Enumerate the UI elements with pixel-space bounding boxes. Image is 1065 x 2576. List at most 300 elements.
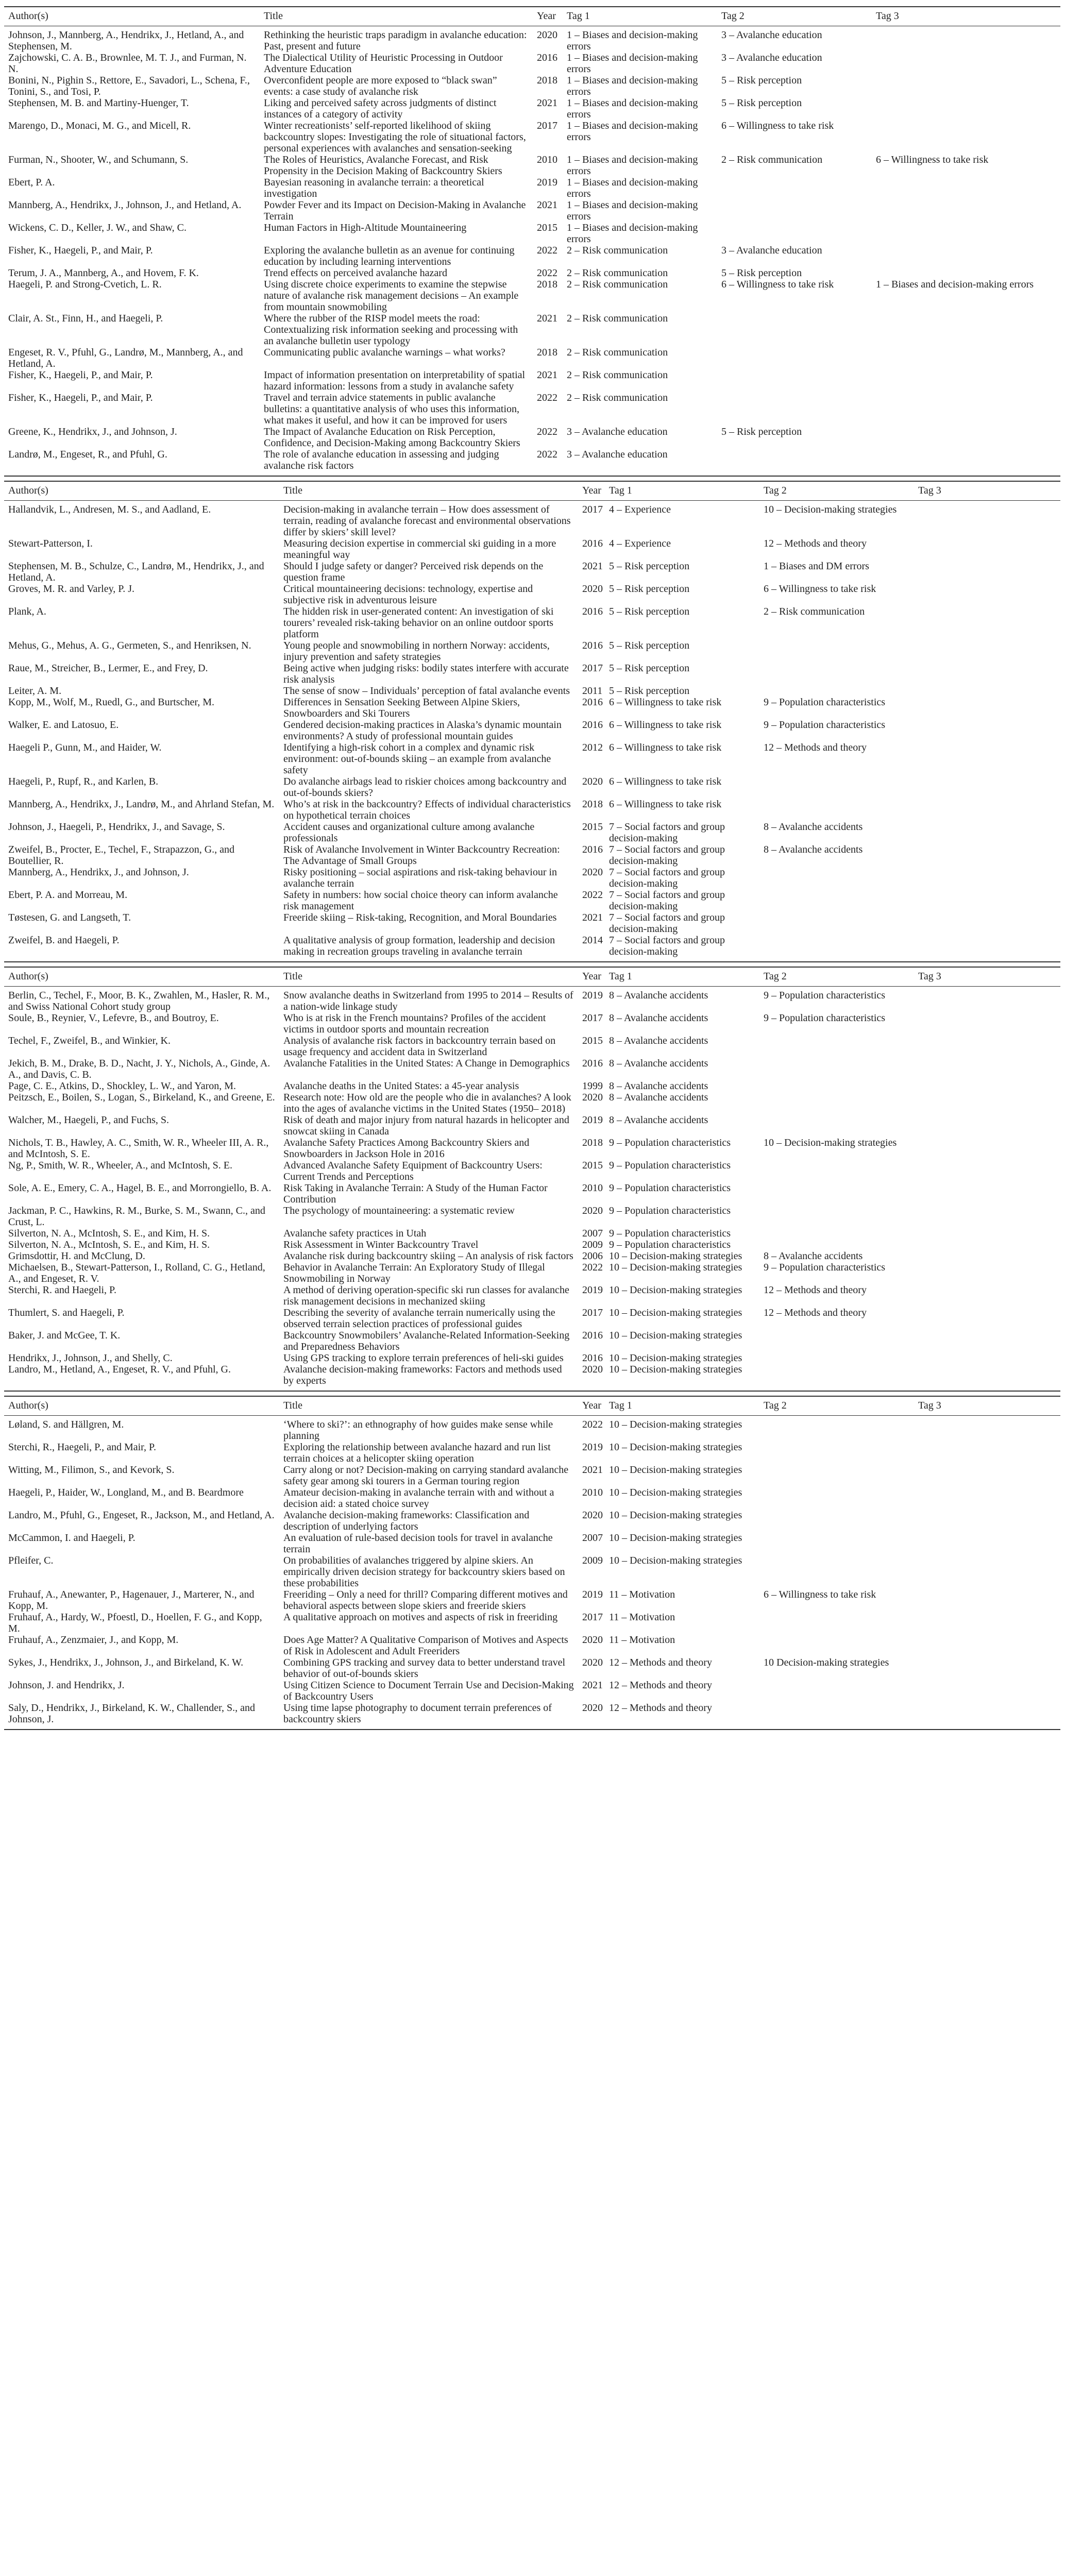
title-cell: Avalanche decision-making frameworks: Classification and description of underlying factors — [283, 1510, 530, 1532]
author-cell: Raue, M., Streicher, B., Lermer, E., and Frey, D. — [8, 663, 208, 674]
author-cell: Mannberg, A., Hendrikx, J., and Johnson, J. — [8, 867, 189, 878]
tag2-cell: 9 – Population characteristics — [764, 1012, 886, 1024]
title-cell: Risk Taking in Avalanche Terrain: A Study of the Human Factor Contribution — [283, 1182, 548, 1205]
author-cell: Fisher, K., Haegeli, P., and Mair, P. — [8, 245, 153, 256]
tag1-cell: 12 – Methods and theory — [609, 1680, 712, 1691]
tag3-cell — [872, 245, 1060, 267]
tag1-cell: 1 – Biases and decision-making errors — [567, 120, 698, 143]
tag1-cell: 8 – Avalanche accidents — [609, 990, 708, 1001]
table-row — [4, 1612, 1060, 1634]
table-body — [4, 26, 1060, 477]
tag2-cell: 9 – Population characteristics — [764, 1262, 886, 1273]
table-row — [4, 1634, 1060, 1657]
tag3-cell — [914, 1307, 1060, 1330]
year-cell: 2022 — [582, 1419, 603, 1430]
year-cell: 2010 — [537, 154, 557, 165]
tag2-cell: 1 – Biases and DM errors — [764, 561, 869, 572]
tag2-cell — [759, 1555, 914, 1589]
literature-table — [4, 6, 1060, 477]
author-cell: Stephensen, M. B., Schulze, C., Landrø, M., Hendrikx, J., and Hetland, A. — [8, 561, 264, 583]
tag1-cell: 7 – Social factors and group decision-making — [609, 935, 725, 957]
tag2-cell — [759, 1160, 914, 1182]
tag3-cell — [914, 935, 1060, 962]
tag3-cell — [914, 1442, 1060, 1464]
table-row — [4, 1680, 1060, 1702]
author-cell: Wickens, C. D., Keller, J. W., and Shaw, C. — [8, 222, 187, 233]
table-part-4 — [4, 1396, 1060, 1730]
header-author: Author(s) — [4, 481, 279, 501]
tag2-cell: 10 – Decision-making strategies — [764, 1137, 897, 1148]
tag2-cell: 6 – Willingness to take risk — [721, 279, 834, 290]
tag2-cell — [759, 867, 914, 889]
tag3-cell — [914, 1352, 1060, 1364]
title-cell: Critical mountaineering decisions: technology, expertise and subjective risk in adventurous leisure — [283, 583, 533, 606]
table-row — [4, 1228, 1060, 1239]
author-cell: Mannberg, A., Hendrikx, J., Landrø, M., and Ahrland Stefan, M. — [8, 799, 275, 810]
tag3-cell — [914, 1416, 1060, 1442]
header-tag3: Tag 3 — [914, 1396, 1060, 1416]
tag2-cell — [759, 1634, 914, 1657]
table-row — [4, 561, 1060, 583]
table-row — [4, 1012, 1060, 1035]
title-cell: Human Factors in High-Altitude Mountaineering — [264, 222, 467, 233]
table-row — [4, 369, 1060, 392]
tag2-cell — [717, 392, 872, 426]
tag2-cell: 2 – Risk communication — [764, 606, 865, 617]
author-cell: Fruhauf, A., Hardy, W., Pfoestl, D., Hoellen, F. G., and Kopp, M. — [8, 1612, 262, 1634]
table-row — [4, 1080, 1060, 1092]
title-cell: ‘Where to ski?’: an ethnography of how guides make sense while planning — [283, 1419, 553, 1442]
header-author: Author(s) — [4, 967, 279, 987]
year-cell: 2019 — [582, 1284, 603, 1296]
tag2-cell: 6 – Willingness to take risk — [764, 1589, 876, 1600]
tag3-cell — [872, 199, 1060, 222]
table-row — [4, 1352, 1060, 1364]
tag2-cell: 12 – Methods and theory — [764, 1284, 867, 1296]
tag3-cell — [872, 347, 1060, 369]
tag1-cell: 11 – Motivation — [609, 1634, 675, 1646]
table-row — [4, 1510, 1060, 1532]
author-cell: Stewart-Patterson, I. — [8, 538, 93, 549]
year-cell: 2015 — [582, 1035, 603, 1046]
table-row — [4, 154, 1060, 177]
tag1-cell: 5 – Risk perception — [609, 606, 690, 617]
table-row — [4, 267, 1060, 279]
title-cell: Using Citizen Science to Document Terrain Use and Decision-Making of Backcountry Users — [283, 1680, 574, 1702]
tag2-cell — [759, 889, 914, 912]
year-cell: 2015 — [582, 1160, 603, 1171]
tag2-cell — [759, 1182, 914, 1205]
year-cell: 2022 — [537, 392, 557, 403]
author-cell: Zweifel, B. and Haegeli, P. — [8, 935, 120, 946]
table-row — [4, 279, 1060, 313]
tag2-cell — [759, 640, 914, 663]
tag2-cell: 5 – Risk perception — [721, 75, 802, 86]
author-cell: Ng, P., Smith, W. R., Wheeler, A., and McIntosh, S. E. — [8, 1160, 232, 1171]
title-cell: Rethinking the heuristic traps paradigm in avalanche education: Past, present and future — [264, 29, 527, 52]
year-cell: 2017 — [582, 504, 603, 515]
tag1-cell: 6 – Willingness to take risk — [609, 742, 722, 753]
tag1-cell: 1 – Biases and decision-making errors — [567, 97, 698, 120]
author-cell: Thumlert, S. and Haegeli, P. — [8, 1307, 125, 1318]
author-cell: Michaelsen, B., Stewart-Patterson, I., Rolland, C. G., Hetland, A., and Engeset, R. V. — [8, 1262, 265, 1284]
literature-table — [4, 1396, 1060, 1730]
title-cell: Should I judge safety or danger? Perceived risk depends on the question frame — [283, 561, 544, 583]
table-row — [4, 844, 1060, 867]
table-row — [4, 222, 1060, 245]
table-row — [4, 52, 1060, 75]
year-cell: 2016 — [537, 52, 557, 63]
table-row — [4, 1702, 1060, 1730]
tag3-cell — [914, 1058, 1060, 1080]
year-cell: 2016 — [582, 606, 603, 617]
year-cell: 2012 — [582, 742, 603, 753]
table-row — [4, 97, 1060, 120]
title-cell: Freeride skiing – Risk-taking, Recognition, and Moral Boundaries — [283, 912, 557, 923]
table-row — [4, 1657, 1060, 1680]
tag1-cell: 9 – Population characteristics — [609, 1239, 731, 1250]
author-cell: Hallandvik, L., Andresen, M. S., and Aadland, E. — [8, 504, 211, 515]
title-cell: Avalanche deaths in the United States: a 45-year analysis — [283, 1080, 519, 1092]
year-cell: 2020 — [582, 1634, 603, 1646]
title-cell: The Impact of Avalanche Education on Risk Perception, Confidence, and Decision-Making among Backcountry Skiers — [264, 426, 520, 449]
year-cell: 2011 — [582, 685, 603, 697]
title-cell: Being active when judging risks: bodily states interfere with accurate risk analysis — [283, 663, 569, 685]
tag3-cell — [914, 1250, 1060, 1262]
table-row — [4, 347, 1060, 369]
year-cell: 2020 — [582, 1364, 603, 1375]
tag3-cell: 6 – Willingness to take risk — [876, 154, 989, 165]
table-row — [4, 449, 1060, 476]
year-cell: 2017 — [582, 1012, 603, 1024]
tag3-cell — [914, 685, 1060, 697]
tag3-cell — [914, 1657, 1060, 1680]
table-row — [4, 1589, 1060, 1612]
title-cell: Travel and terrain advice statements in public avalanche bulletins: a quantitative analysis of who uses this information, what makes it useful, and how it can be improved for users — [264, 392, 520, 426]
author-cell: Saly, D., Hendrikx, J., Birkeland, K. W., Challender, S., and Johnson, J. — [8, 1702, 255, 1725]
table-row — [4, 75, 1060, 97]
tag3-cell — [914, 742, 1060, 776]
table-row — [4, 583, 1060, 606]
table-row — [4, 1114, 1060, 1137]
author-cell: Nichols, T. B., Hawley, A. C., Smith, W. R., Wheeler III, A. R., and McIntosh, S. E. — [8, 1137, 269, 1160]
tag3-cell — [872, 177, 1060, 199]
tag1-cell: 8 – Avalanche accidents — [609, 1092, 708, 1103]
tag3-cell — [872, 97, 1060, 120]
author-cell: Sole, A. E., Emery, C. A., Hagel, B. E., and Morrongiello, B. A. — [8, 1182, 272, 1194]
author-cell: Haegeli, P., Haider, W., Longland, M., and B. Beardmore — [8, 1487, 244, 1498]
literature-table — [4, 481, 1060, 962]
author-cell: Ebert, P. A. and Morreau, M. — [8, 889, 128, 901]
tag2-cell: 5 – Risk perception — [721, 97, 802, 109]
year-cell: 2016 — [582, 697, 603, 708]
table-row — [4, 1035, 1060, 1058]
tag2-cell — [759, 1702, 914, 1730]
table-row — [4, 935, 1060, 962]
header-tag1: Tag 1 — [605, 1396, 759, 1416]
tag3-cell — [914, 1364, 1060, 1391]
year-cell: 2019 — [582, 990, 603, 1001]
header-year: Year — [578, 967, 605, 987]
tag1-cell: 10 – Decision-making strategies — [609, 1464, 742, 1476]
year-cell: 2019 — [582, 1114, 603, 1126]
tag3-cell — [872, 52, 1060, 75]
tag3-cell — [914, 1634, 1060, 1657]
year-cell: 2018 — [582, 799, 603, 810]
author-cell: Grimsdottir, H. and McClung, D. — [8, 1250, 145, 1262]
tag3-cell — [914, 1114, 1060, 1137]
title-cell: Avalanche safety practices in Utah — [283, 1228, 427, 1239]
tag2-cell: 12 – Methods and theory — [764, 1307, 867, 1318]
table-row — [4, 245, 1060, 267]
year-cell: 2016 — [582, 640, 603, 651]
title-cell: Carry along or not? Decision-making on carrying standard avalanche safety gear among ski tourers in a German touring region — [283, 1464, 569, 1487]
tag1-cell: 8 – Avalanche accidents — [609, 1058, 708, 1069]
tag1-cell: 10 – Decision-making strategies — [609, 1352, 742, 1364]
title-cell: Who is at risk in the French mountains? Profiles of the accident victims in outdoor sports and mountain recreation — [283, 1012, 546, 1035]
tag3-cell — [914, 1532, 1060, 1555]
author-cell: Landro, M., Pfuhl, G., Engeset, R., Jackson, M., and Hetland, A. — [8, 1510, 275, 1521]
title-cell: Accident causes and organizational culture among avalanche professionals — [283, 821, 535, 844]
title-cell: Research note: How old are the people who die in avalanches? A look into the ages of avalanche victims in the United States (1950– 2018) — [283, 1092, 571, 1114]
table-row — [4, 1239, 1060, 1250]
tag1-cell: 2 – Risk communication — [567, 245, 668, 256]
tag1-cell: 2 – Risk communication — [567, 267, 668, 279]
table-row — [4, 501, 1060, 538]
table-row — [4, 1555, 1060, 1589]
tag3-cell — [914, 1080, 1060, 1092]
tag1-cell: 7 – Social factors and group decision-making — [609, 821, 725, 844]
title-cell: Do avalanche airbags lead to riskier choices among backcountry and out-of-bounds skiers? — [283, 776, 567, 799]
tag2-cell: 5 – Risk perception — [721, 267, 802, 279]
tag1-cell: 8 – Avalanche accidents — [609, 1035, 708, 1046]
year-cell: 2022 — [537, 245, 557, 256]
tag2-cell: 9 – Population characteristics — [764, 990, 886, 1001]
title-cell: Describing the severity of avalanche terrain numerically using the observed terrain selection practices of professional guides — [283, 1307, 555, 1330]
header-tag2: Tag 2 — [717, 7, 872, 26]
year-cell: 2020 — [582, 1702, 603, 1714]
tag3-cell — [872, 26, 1060, 53]
year-cell: 2020 — [582, 776, 603, 787]
tag2-cell — [759, 1352, 914, 1364]
author-cell: McCammon, I. and Haegeli, P. — [8, 1532, 136, 1544]
year-cell: 2010 — [582, 1487, 603, 1498]
table-row — [4, 1364, 1060, 1391]
tag2-cell: 3 – Avalanche education — [721, 52, 822, 63]
tag1-cell: 6 – Willingness to take risk — [609, 799, 722, 810]
tag1-cell: 10 – Decision-making strategies — [609, 1250, 742, 1262]
tag1-cell: 12 – Methods and theory — [609, 1657, 712, 1668]
title-cell: Avalanche risk during backcountry skiing – An analysis of risk factors — [283, 1250, 573, 1262]
table-row — [4, 1330, 1060, 1352]
year-cell: 2016 — [582, 1352, 603, 1364]
tag1-cell: 8 – Avalanche accidents — [609, 1114, 708, 1126]
author-cell: Witting, M., Filimon, S., and Kevork, S. — [8, 1464, 175, 1476]
title-cell: Identifying a high-risk cohort in a complex and dynamic risk environment: out-of-bounds skiing – an example from avalanche safety — [283, 742, 551, 776]
year-cell: 2018 — [537, 75, 557, 86]
author-cell: Tøstesen, G. and Langseth, T. — [8, 912, 131, 923]
header-tag2: Tag 2 — [759, 967, 914, 987]
table-row — [4, 697, 1060, 719]
header-row — [4, 7, 1060, 26]
title-cell: Does Age Matter? A Qualitative Comparison of Motives and Aspects of Risk in Adolescent and Adult Freeriders — [283, 1634, 568, 1657]
table-row — [4, 821, 1060, 844]
table-row — [4, 1262, 1060, 1284]
tag3-cell — [914, 1137, 1060, 1160]
table-row — [4, 538, 1060, 561]
tag3-cell — [872, 449, 1060, 476]
author-cell: Marengo, D., Monaci, M. G., and Micell, R. — [8, 120, 191, 131]
author-cell: Sterchi, R., Haegeli, P., and Mair, P. — [8, 1442, 156, 1453]
tag3-cell — [914, 663, 1060, 685]
tag3-cell — [914, 987, 1060, 1013]
title-cell: A qualitative approach on motives and aspects of risk in freeriding — [283, 1612, 558, 1623]
tag2-cell — [759, 935, 914, 962]
tag1-cell: 1 – Biases and decision-making errors — [567, 75, 698, 97]
year-cell: 2022 — [582, 1262, 603, 1273]
tag1-cell: 9 – Population characteristics — [609, 1182, 731, 1194]
header-year: Year — [578, 1396, 605, 1416]
tag1-cell: 7 – Social factors and group decision-making — [609, 912, 725, 935]
tag1-cell: 1 – Biases and decision-making errors — [567, 177, 698, 199]
title-cell: Gendered decision-making practices in Alaska’s dynamic mountain environments? A study of professional mountain guides — [283, 719, 562, 742]
tag3-cell — [872, 392, 1060, 426]
header-title: Title — [279, 967, 578, 987]
year-cell: 2017 — [582, 663, 603, 674]
table-row — [4, 1160, 1060, 1182]
tag3-cell — [914, 844, 1060, 867]
tag3-cell — [914, 1035, 1060, 1058]
table-row — [4, 1487, 1060, 1510]
tag2-cell — [717, 347, 872, 369]
header-author: Author(s) — [4, 1396, 279, 1416]
title-cell: Using time lapse photography to document terrain preferences of backcountry skiers — [283, 1702, 552, 1725]
tag1-cell: 1 – Biases and decision-making errors — [567, 154, 698, 177]
author-cell: Soule, B., Reynier, V., Lefevre, B., and Boutroy, E. — [8, 1012, 219, 1024]
table-row — [4, 26, 1060, 53]
tag1-cell: 8 – Avalanche accidents — [609, 1080, 708, 1092]
tag2-cell: 12 – Methods and theory — [764, 538, 867, 549]
header-tag1: Tag 1 — [605, 967, 759, 987]
tag1-cell: 11 – Motivation — [609, 1589, 675, 1600]
year-cell: 2010 — [582, 1182, 603, 1194]
title-cell: Overconfident people are more exposed to “black swan” events: a case study of avalanche risk — [264, 75, 497, 97]
tag2-cell — [759, 1364, 914, 1391]
year-cell: 2021 — [582, 912, 603, 923]
year-cell: 2020 — [582, 1205, 603, 1216]
tag3-cell — [914, 1284, 1060, 1307]
tag2-cell — [759, 685, 914, 697]
tag3-cell — [872, 426, 1060, 449]
tag3-cell — [872, 120, 1060, 154]
tag3-cell — [914, 1330, 1060, 1352]
header-tag1: Tag 1 — [563, 7, 717, 26]
author-cell: Groves, M. R. and Varley, P. J. — [8, 583, 134, 595]
tag3-cell — [872, 75, 1060, 97]
tag2-cell — [759, 1080, 914, 1092]
title-cell: Backcountry Snowmobilers’ Avalanche-Related Information-Seeking and Preparedness Behaviors — [283, 1330, 570, 1352]
year-cell: 2022 — [537, 426, 557, 437]
header-tag2: Tag 2 — [759, 1396, 914, 1416]
tag3-cell — [914, 1702, 1060, 1730]
tag1-cell: 5 – Risk perception — [609, 583, 690, 595]
tag1-cell: 1 – Biases and decision-making errors — [567, 29, 698, 52]
author-cell: Peitzsch, E., Boilen, S., Logan, S., Birkeland, K., and Greene, E. — [8, 1092, 275, 1103]
title-cell: Freeriding – Only a need for thrill? Comparing different motives and behavioral aspects between slope skiers and freeride skiers — [283, 1589, 568, 1612]
header-tag3: Tag 3 — [872, 7, 1060, 26]
tag3-cell — [914, 697, 1060, 719]
tag1-cell: 10 – Decision-making strategies — [609, 1555, 742, 1566]
tag3-cell — [914, 1092, 1060, 1114]
table-row — [4, 799, 1060, 821]
author-cell: Stephensen, M. B. and Martiny-Huenger, T. — [8, 97, 189, 109]
author-cell: Landrø, M., Engeset, R., and Pfuhl, G. — [8, 449, 167, 460]
tag3-cell — [914, 1680, 1060, 1702]
tag2-cell — [759, 1205, 914, 1228]
table-part-1 — [4, 6, 1060, 477]
tag1-cell: 10 – Decision-making strategies — [609, 1284, 742, 1296]
year-cell: 2007 — [582, 1532, 603, 1544]
year-cell: 2021 — [537, 199, 557, 211]
year-cell: 2018 — [582, 1137, 603, 1148]
tag2-cell: 6 – Willingness to take risk — [721, 120, 834, 131]
tag2-cell — [759, 1330, 914, 1352]
tag1-cell: 10 – Decision-making strategies — [609, 1364, 742, 1375]
author-cell: Jekich, B. M., Drake, B. D., Nacht, J. Y., Nichols, A., Ginde, A. A., and Davis, C. B. — [8, 1058, 271, 1080]
year-cell: 2007 — [582, 1228, 603, 1239]
tag2-cell: 3 – Avalanche education — [721, 245, 822, 256]
tag2-cell — [759, 1487, 914, 1510]
tag1-cell: 6 – Willingness to take risk — [609, 719, 722, 731]
author-cell: Sterchi, R. and Haegeli, P. — [8, 1284, 116, 1296]
tag2-cell: 2 – Risk communication — [721, 154, 823, 165]
author-cell: Johnson, J., Haegeli, P., Hendrikx, J., and Savage, S. — [8, 821, 225, 833]
title-cell: Analysis of avalanche risk factors in backcountry terrain based on usage frequency and accident data in Switzerland — [283, 1035, 556, 1058]
tag2-cell: 6 – Willingness to take risk — [764, 583, 876, 595]
tag1-cell: 9 – Population characteristics — [609, 1137, 731, 1148]
tag2-cell — [759, 1228, 914, 1239]
table-row — [4, 1250, 1060, 1262]
header-author: Author(s) — [4, 7, 260, 26]
title-cell: On probabilities of avalanches triggered by alpine skiers. An empirically driven decision strategy for backcountry skiers based on these probabilities — [283, 1555, 565, 1589]
tag1-cell: 11 – Motivation — [609, 1612, 675, 1623]
table-row — [4, 719, 1060, 742]
title-cell: Decision-making in avalanche terrain – How does assessment of terrain, reading of avalanche forecast and environmental observations differ by skiers’ skill level? — [283, 504, 571, 538]
table-row — [4, 606, 1060, 640]
author-cell: Terum, J. A., Mannberg, A., and Hovem, F. K. — [8, 267, 199, 279]
year-cell: 2020 — [582, 1657, 603, 1668]
tag1-cell: 1 – Biases and decision-making errors — [567, 222, 698, 245]
tag2-cell — [759, 1035, 914, 1058]
title-cell: Liking and perceived safety across judgments of distinct instances of a category of activity — [264, 97, 497, 120]
year-cell: 2017 — [582, 1612, 603, 1623]
table-row — [4, 742, 1060, 776]
tag3-cell — [914, 776, 1060, 799]
title-cell: Exploring the avalanche bulletin as an avenue for continuing education by including learning interventions — [264, 245, 515, 267]
tag2-cell — [759, 1680, 914, 1702]
title-cell: Risky positioning – social aspirations and risk-taking behaviour in avalanche terrain — [283, 867, 557, 889]
tag2-cell — [759, 663, 914, 685]
tag3-cell — [872, 267, 1060, 279]
tag3-cell — [914, 1160, 1060, 1182]
tag2-cell — [759, 1464, 914, 1487]
tag2-cell — [717, 313, 872, 347]
author-cell: Sykes, J., Hendrikx, J., Johnson, J., and Birkeland, K. W. — [8, 1657, 244, 1668]
tag2-cell: 3 – Avalanche education — [721, 29, 822, 41]
author-cell: Page, C. E., Atkins, D., Shockley, L. W., and Yaron, M. — [8, 1080, 236, 1092]
year-cell: 2022 — [537, 267, 557, 279]
author-cell: Plank, A. — [8, 606, 46, 617]
